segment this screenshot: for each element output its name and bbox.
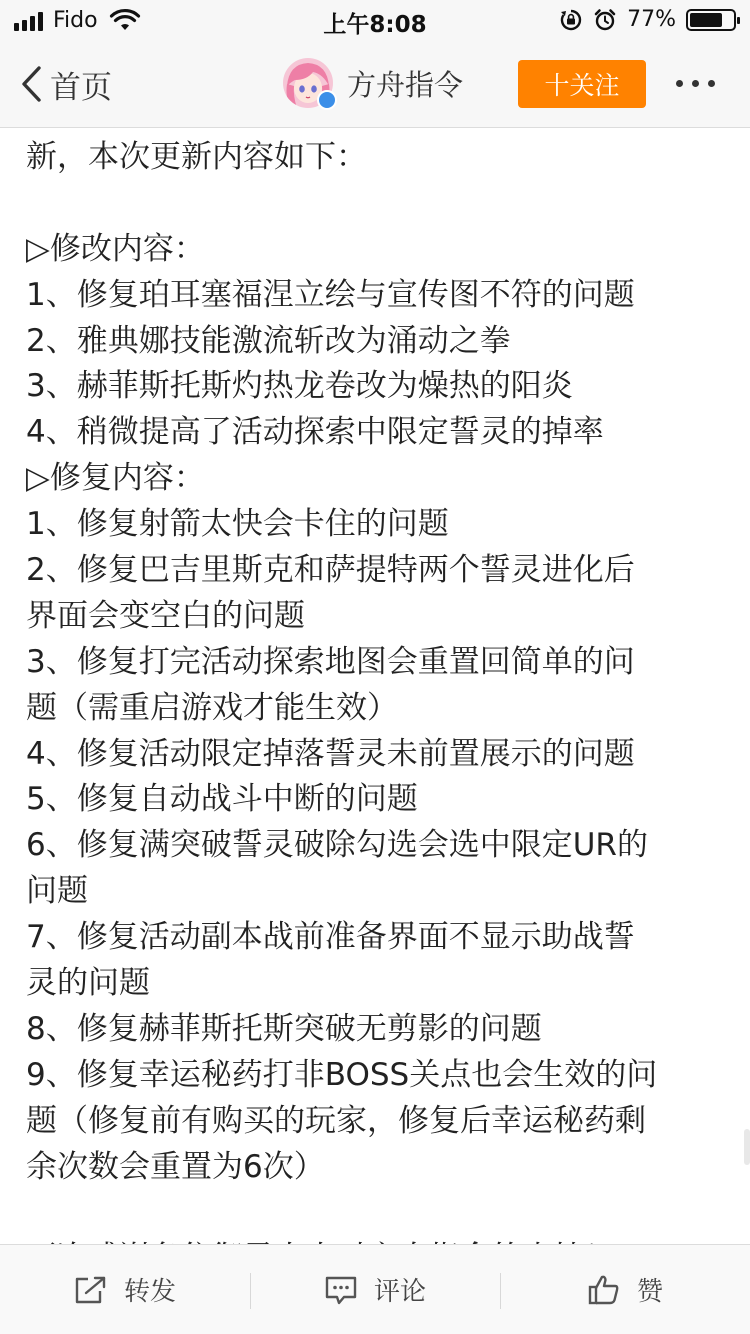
post-text-line: 9、修复幸运秘药打非BOSS关点也会生效的问 <box>26 1056 658 1093</box>
post-text <box>26 135 726 1282</box>
post-text-line: 4、修复活动限定掉落誓灵未前置展示的问题 <box>26 735 635 772</box>
post-text-line: 5、修复自动战斗中断的问题 <box>26 781 418 818</box>
bottom-toolbar <box>0 1244 750 1334</box>
status-right <box>559 7 736 32</box>
post-content[interactable] <box>0 129 750 1244</box>
repost-icon <box>74 1275 108 1305</box>
post-text-line: 8、修复赫菲斯托斯突破无剪影的问题 <box>26 1010 542 1047</box>
battery-percent: 77% <box>627 7 676 32</box>
status-bar <box>0 0 750 40</box>
comment-button[interactable] <box>250 1245 500 1334</box>
post-text-line: 问题 <box>26 873 88 910</box>
post-text-line: 1、修复珀耳塞福涅立绘与宣传图不符的问题 <box>26 276 635 313</box>
more-options-icon[interactable] <box>676 80 715 87</box>
post-text-line: 界面会变空白的问题 <box>26 597 305 634</box>
carrier-name: Fido <box>53 8 98 33</box>
blank-line <box>26 1190 726 1236</box>
avatar[interactable] <box>283 58 333 108</box>
post-text-line: 余次数会重置为6次） <box>26 1148 325 1185</box>
repost-label: 转发 <box>123 1277 176 1307</box>
follow-button[interactable]: 十关注 <box>518 60 646 108</box>
battery-icon <box>686 9 736 31</box>
battery-fill <box>690 13 722 27</box>
blank-line <box>26 181 726 227</box>
post-text-line: ▷修改内容： <box>26 230 205 267</box>
post-text-line: ▷修复内容： <box>26 460 205 497</box>
post-text-line: 1、修复射箭太快会卡住的问题 <box>26 506 449 543</box>
account-header[interactable] <box>283 58 463 108</box>
alarm-icon <box>593 8 617 32</box>
post-text-line: 题（需重启游戏才能生效） <box>26 689 398 726</box>
like-label: 赞 <box>636 1277 663 1307</box>
post-text-line: 新，本次更新内容如下： <box>26 139 367 175</box>
status-time: 上午8:08 <box>323 12 427 38</box>
post-text-line: 7、修复活动副本战前准备界面不显示助战誓 <box>26 919 635 956</box>
post-text-line: 2、雅典娜技能激流斩改为涌动之拳 <box>26 322 511 359</box>
post-text-line: 6、修复满突破誓灵破除勾选会选中限定UR的 <box>26 827 648 864</box>
verified-badge-icon <box>317 90 337 110</box>
post-text-line: 2、修复巴吉里斯克和萨提特两个誓灵进化后 <box>26 552 635 589</box>
comment-icon <box>324 1274 358 1306</box>
back-button[interactable] <box>20 60 112 108</box>
account-name[interactable]: 方舟指令 <box>347 67 464 102</box>
post-text-line: 题（修复前有购买的玩家，修复后幸运秘药剩 <box>26 1102 646 1139</box>
scroll-indicator <box>744 1129 750 1165</box>
post-text-line: 4、稍微提高了活动探索中限定誓灵的掉率 <box>26 414 604 451</box>
post-text-line: 3、修复打完活动探索地图会重置回简单的问 <box>26 643 635 680</box>
nav-bar <box>0 40 750 128</box>
chevron-left-icon <box>20 65 42 103</box>
post-text-line: 3、赫菲斯托斯灼热龙卷改为燥热的阳炎 <box>26 368 573 405</box>
comment-label: 评论 <box>373 1277 426 1307</box>
post-text-line: 灵的问题 <box>26 965 150 1002</box>
rotation-lock-icon <box>559 8 583 32</box>
back-label: 首页 <box>50 69 112 106</box>
like-button[interactable] <box>500 1245 750 1334</box>
thumbs-up-icon <box>587 1274 621 1306</box>
repost-button[interactable] <box>0 1245 250 1334</box>
